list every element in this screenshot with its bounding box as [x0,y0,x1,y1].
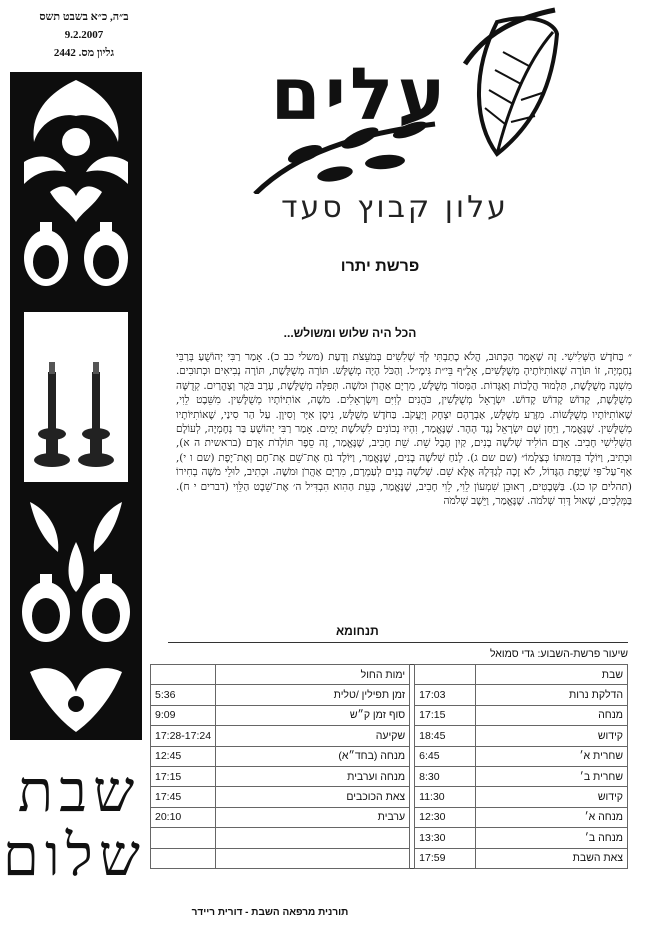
ornament-graphic [10,72,142,740]
weekday-time: 20:10 [151,807,216,827]
weekday-time [151,828,216,848]
schedule-row [151,665,628,685]
weekday-label: סוף זמן ק״ש [216,705,410,725]
shabbat-label: שחרית א׳ [476,746,628,766]
shabbat-label: הדלקת נרות [476,685,628,705]
shabbat-label: מנחה א׳ [476,807,628,827]
shabbat-time: 12:30 [415,807,476,827]
date-gregorian: 9.2.2007 [64,29,104,41]
shabbat-label: קידוש [476,726,628,746]
shabbat-time: 17:15 [415,705,476,725]
logo-letters: עלים [270,52,450,136]
newsletter-subtitle: עלון קבוץ סעד [281,190,509,225]
shabbat-label: שחרית ב׳ [476,766,628,786]
article-source-line [168,624,628,643]
column-gap [410,807,415,827]
article-body: ״ בַּחֹדֶשׁ הַשְּׁלִישִׁי. זֶה שֶׁאָמַר הַכָּתוּב, הֲלֹא כָתַבְתִּי לְךָ שָׁלִשִׁים בְּמֹעֵצֹת וָדָעַת (משלי כב כ). אָמַר רַבִּי יְהוֹשֻׁעַ בְּרַבִּי נְחֶמְיָה, זוֹ תּוֹרָה שֶׁאוֹתִיּוֹתֶיהָ מְשֻׁלָּשִׁים, אָלֶ״ף בֵּי״ת גִּימֶ״ל. וְהַכֹּל הָיָה מְשֻׁלָּשׁ. תּוֹרָה מְשֻׁלֶּשֶׁת, תּוֹרָה נְבִיאִים וּכְתוּבִים. מִשְׁנָה מְשֻׁלֶּשֶׁת, תַּלְמוּד הֲלָכוֹת וְאַגָּדוֹת. הַמְּסוֹר מְשֻׁלָּשׁ, מִרְיָם אַהֲרֹן וּמֹשֶׁה. תְּפִלָּה מְשֻׁלֶּשֶׁת, עֶרֶב בֹּקֶר וְצָהֳרַיִם. קְדֻשָּׁה מְשֻׁלֶּשֶׁת, קָדוֹשׁ קָדוֹשׁ קָדוֹשׁ. יִשְׂרָאֵל מְשֻׁלָּשִׁין, כֹּהֲנִים לְוִיִּם וְיִשְׂרְאֵלִים. מֹשֶׁה, אוֹתִיּוֹתָיו מְשֻׁלָּשִׁין. מִשֵּׁבֶט לֵוִי, שֶׁאוֹתִיּוֹתָיו מְשֻׁלָּשׁוֹת. מִזֶּרַע מְשֻׁלָּשׁ, אַבְרָהָם יִצְחָק וְיַעֲקֹב. בַּחֹדֶשׁ מְשֻׁלָּשׁ, נִיסָן אִיָּר וְסִיוָן. עַל הַר סִינַי, שֶׁאוֹתִיּוֹתָיו מְשֻׁלָּשִׁין. שֶׁנֶּאֱמַר, וַיִּחַן שָׁם יִשְׂרָאֵל נֶגֶד הָהָר. שֶׁנֶּאֱמַר, וִהְיוּ נְכוֹנִים לִשְׁלֹשֶׁת יָמִים. אָמַר רַבִּי יְהוֹשֻׁעַ בַּר נְחֶמְיָה, לְעוֹלָם הַשְּׁלִישִׁי חָבִיב. אָדָם הוֹלִיד שְׁלֹשָׁה בָנִים, קַיִן הֶבֶל שֵׁת. שֵׁת חָבִיב, שֶׁנֶּאֱמַר, זֶה סֵפֶר תּוֹלְדֹת אָדָם (בראשית ה א), וּכְתִיב, וַיּוֹלֶד בִּדְמוּתוֹ כְּצַלְמוֹ״ (שם שם ג). לְנֹחַ שְׁלֹשָׁה בָנִים, שֶׁנֶּאֱמַר, וַיּוֹלֶד נֹחַ אֶת־שֵׁם אֶת־חָם וְאֶת־יָפֶת (שם ו י), אַף־עַל־פִּי שֶׁיֶּפֶת הַגָּדוֹל, לֹא זָכָה לְגַדְּלָהּ אֶלָּא שֵׁם. שְׁלֹשָׁה בָנִים לְעַמְרָם, מִרְיָם אַהֲרֹן וּמֹשֶׁה. וּכְתִיב, לוּלֵי מֹשֶׁה בְחִירוֹ (תהלים קו כג). בַּשְּׁבָטִים, רְאוּבֵן שִׁמְעוֹן לֵוִי, לֵוִי חָבִיב, שֶׁנֶּאֱמַר, בָּעֵת הַהִוא הִבְדִּיל ה׳ אֶת־שֵׁבֶט הַלֵּוִי (דברים י ח). בַּמְּלָכִים, שָׁאוּל דָּוִד שְׁלֹמֹה. שֶׁנֶּאֱמַר, וַיֵּשֶׁב שְׁלֹמֹה [176,351,632,508]
shabbat-time: 18:45 [415,726,476,746]
article-title: הכל היה שלוש ומשולש... [283,326,417,340]
weekday-label: מנחה וערבית [216,766,410,786]
weekday-time [151,848,216,868]
weekday-time: 17:45 [151,787,216,807]
column-gap [410,766,415,786]
shabbat-time: 17:59 [415,848,476,868]
shabbat-label: קידוש [476,787,628,807]
shabbat-label: שבת [476,665,628,685]
schedule-row [151,746,628,766]
prayer-schedule-table [150,664,628,869]
shabbat-time: 13:30 [415,828,476,848]
column-gap [410,848,415,868]
weekday-time: 17:15 [151,766,216,786]
weekday-label: זמן תפילין /טלית [216,685,410,705]
column-gap [410,828,415,848]
logo [235,4,565,194]
shabbat-label: צאת השבת [476,848,628,868]
column-gap [410,787,415,807]
word-shabbat: שבת [17,759,141,824]
word-shalom: שלום [2,823,146,888]
weekday-label: שקיעה [216,726,410,746]
schedule-row [151,807,628,827]
weekday-label [216,828,410,848]
schedule-row [151,787,628,807]
shabbat-time: 11:30 [415,787,476,807]
shabbat-label: מנחה [476,705,628,725]
column-gap [410,685,415,705]
article-source: תנחומא [336,624,379,638]
schedule-row [151,726,628,746]
weekday-label: מנחה (בחד״א) [216,746,410,766]
column-gap [410,726,415,746]
weekday-time: 17:28-17:24 [151,726,216,746]
weekday-time: 5:36 [151,685,216,705]
shabbat-time: 8:30 [415,766,476,786]
weekday-time: 9:09 [151,705,216,725]
shiur-line: שיעור פרשת-השבוע: גדי סמואל [489,648,628,660]
schedule-row [151,848,628,868]
column-gap [410,665,415,685]
schedule-row [151,828,628,848]
schedule-row [151,705,628,725]
shabbat-time [415,665,476,685]
shabbat-shalom [2,759,146,920]
column-gap [410,746,415,766]
footer-credit: תורנית מרפאה השבת - דורית ריידר [191,907,349,918]
shabbat-time: 6:45 [415,746,476,766]
weekday-label: ערבית [216,807,410,827]
weekday-label: צאת הכוכבים [216,787,410,807]
shabbat-label: מנחה ב׳ [476,828,628,848]
schedule-row [151,766,628,786]
decorative-side-panel [10,72,142,740]
date-hebrew: ב״ה, כ״א בשבט תשס [39,11,129,23]
schedule-row [151,685,628,705]
column-gap [410,705,415,725]
weekday-label: ימות החול [216,665,410,685]
weekday-time [151,665,216,685]
issue-number: גליון מס. 2442 [53,47,115,59]
header-dates [38,8,130,62]
parasha-title: פרשת יתרו [340,258,420,275]
schedule-body [151,665,628,869]
shabbat-time: 17:03 [415,685,476,705]
weekday-label [216,848,410,868]
weekday-time: 12:45 [151,746,216,766]
